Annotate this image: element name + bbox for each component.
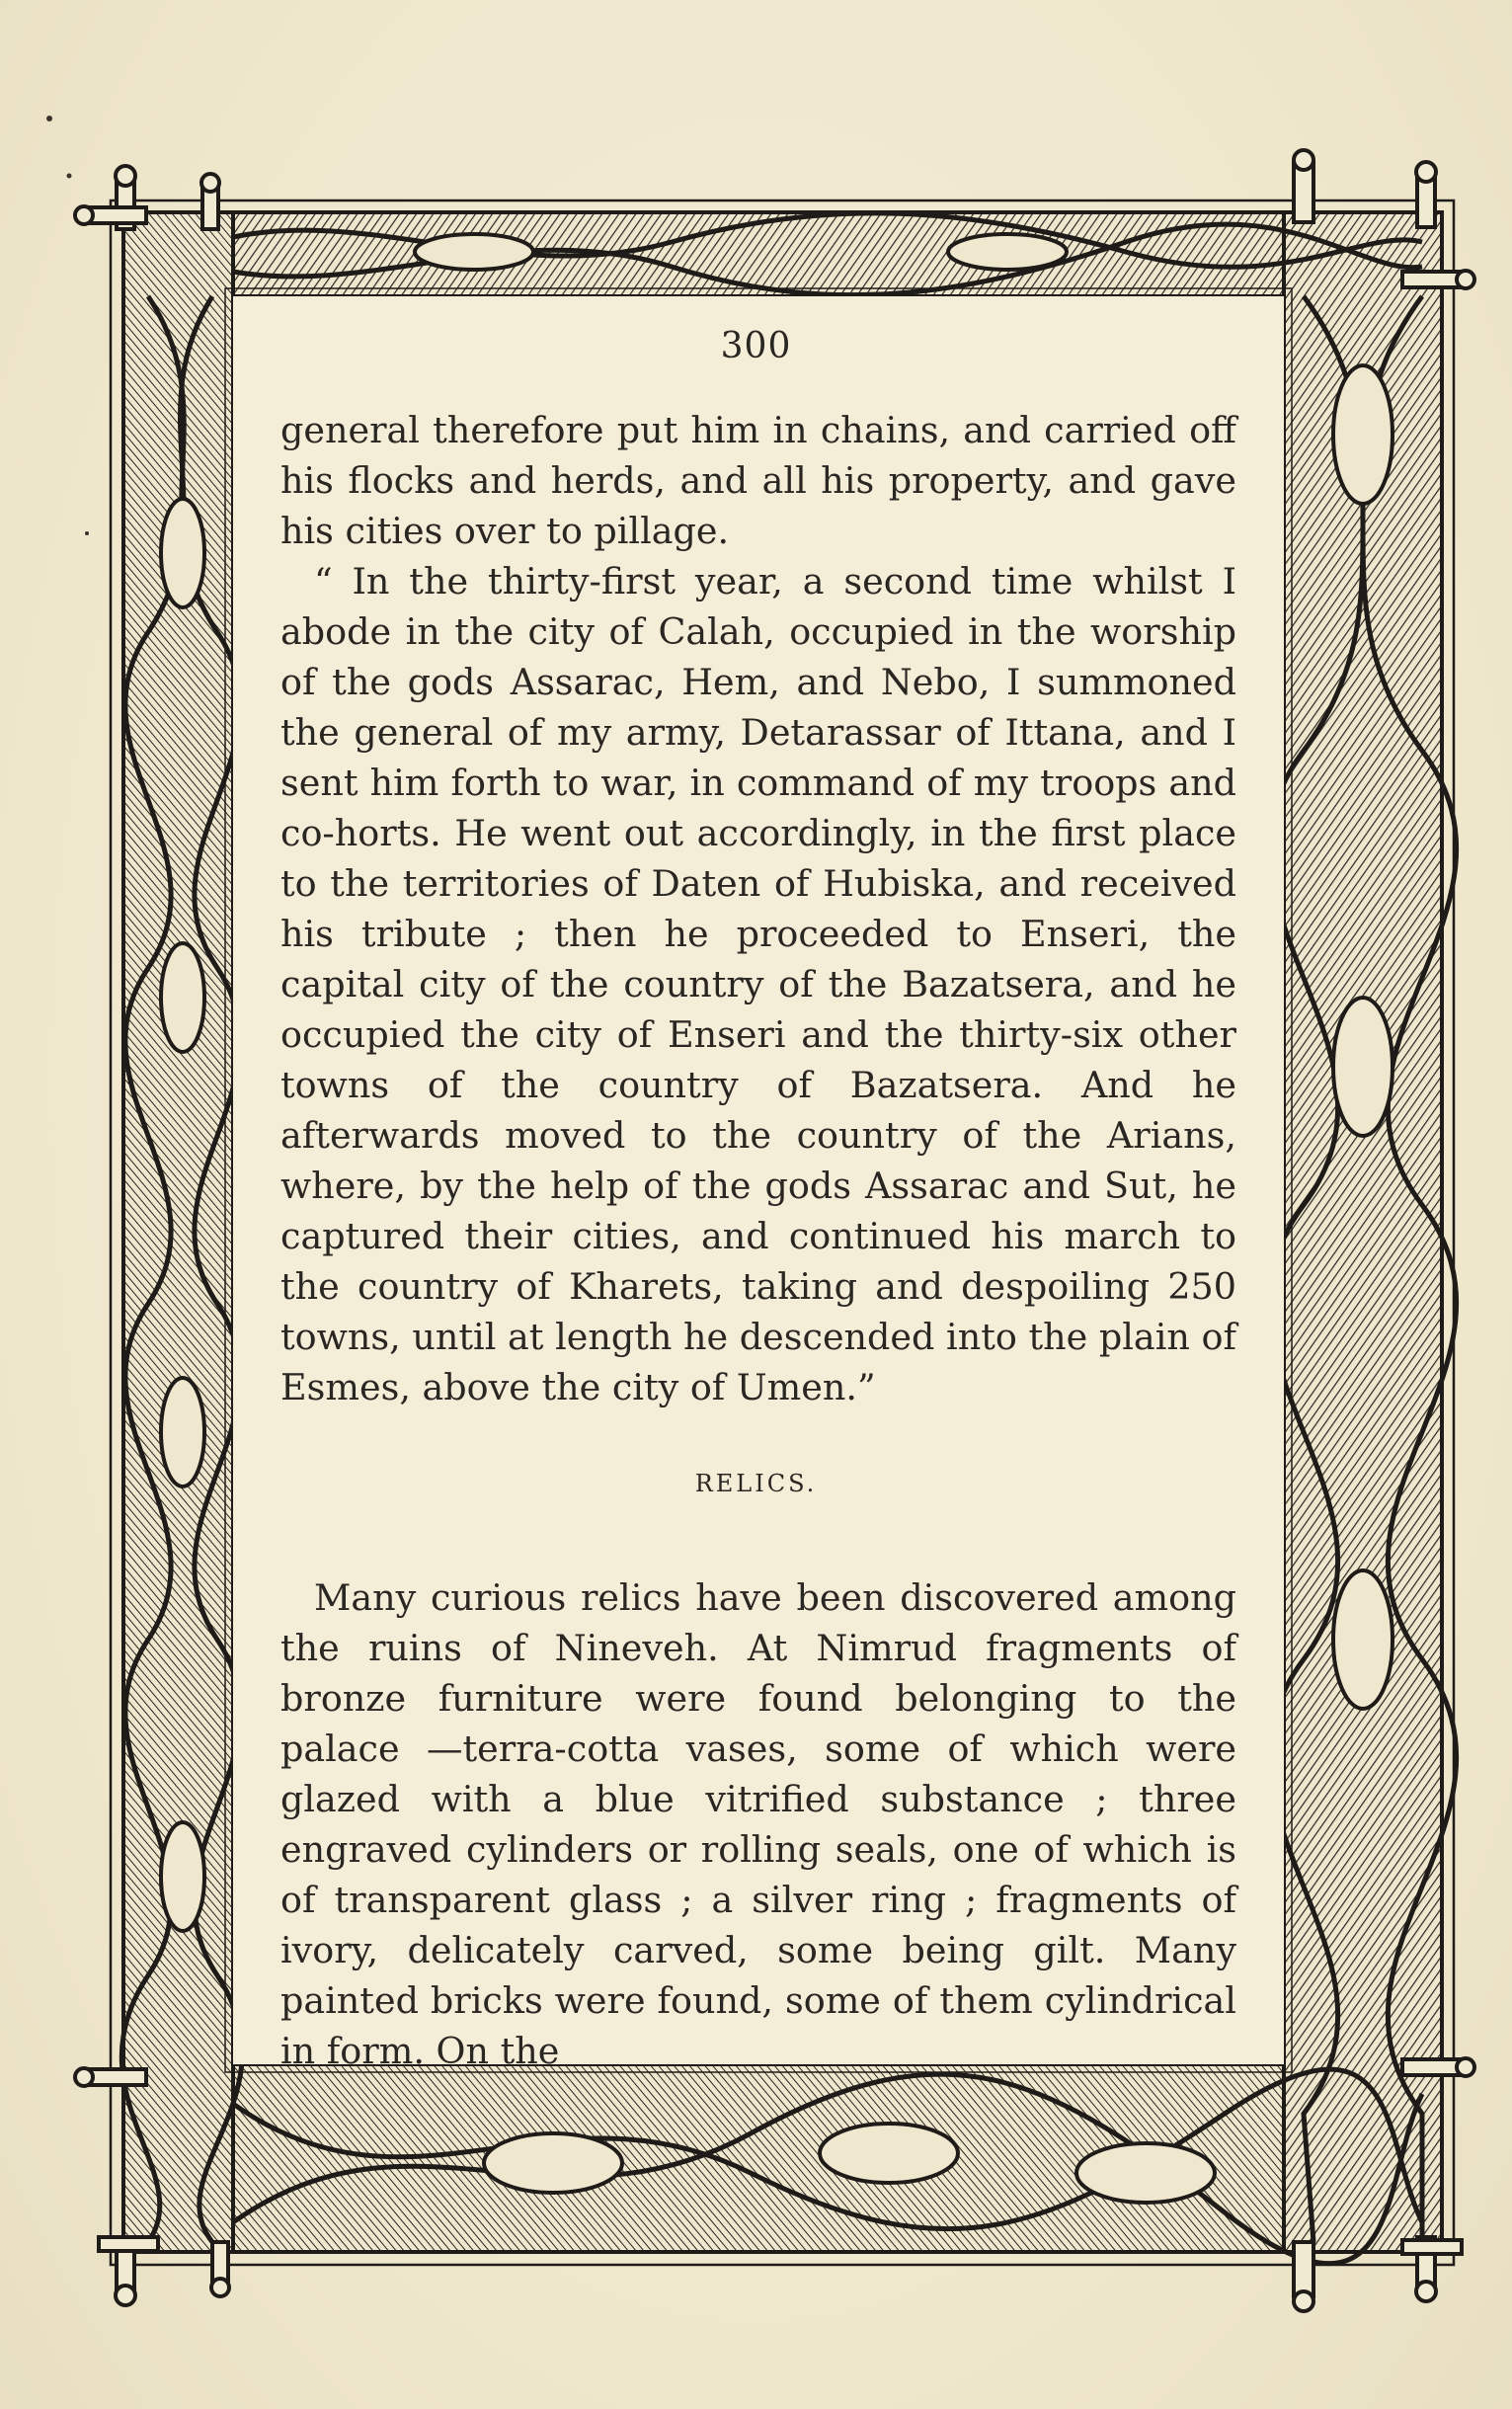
main-text xyxy=(280,405,1236,1412)
page-number: 300 xyxy=(720,326,792,366)
paragraph-continued: general therefore put him in chains, and carried off his flocks and herds, and all his property, and gave his cities over to pillage. xyxy=(280,409,1236,552)
section-heading: RELICS. xyxy=(694,1470,818,1497)
paragraph-relics: Many curious relics have been discovered among the ruins of Nineveh. At Nimrud fragments of bronze furniture were found belonging to the palace —terra-cotta vases, some of which were glazed with a blue vitrified substance ; three engraved cylinders or rolling seals, one of which is of transparent glass ; a silver ring ; fragments of ivory, delicately carved, some being gilt. Many painted bricks were found, some of them cylindrical in form. On the xyxy=(280,1576,1236,2072)
relics-text xyxy=(280,1572,1236,2076)
paragraph-quote: “ In the thirty-first year, a second time whilst I abode in the city of Calah, occupied in the worship of the gods Assarac, Hem, and Nebo, I summoned the general of my army, Detarassar of Ittana, and I sent him forth to war, in command of my troops and co-horts. He went out accordingly, in the first place to the territories of Daten of Hubiska, and received his tribute ; then he proceeded to Enseri, the capital city of the country of the Bazatsera, and he occupied the city of Enseri and the thirty-six other towns of the country of Bazatsera. And he afterwards moved to the country of the Arians, where, by the help of the gods Assarac and Sut, he captured their cities, and continued his march to the country of Kharets, taking and despoiling 250 towns, until at length he descended into the plain of Esmes, above the city of Umen.” xyxy=(280,560,1236,1408)
